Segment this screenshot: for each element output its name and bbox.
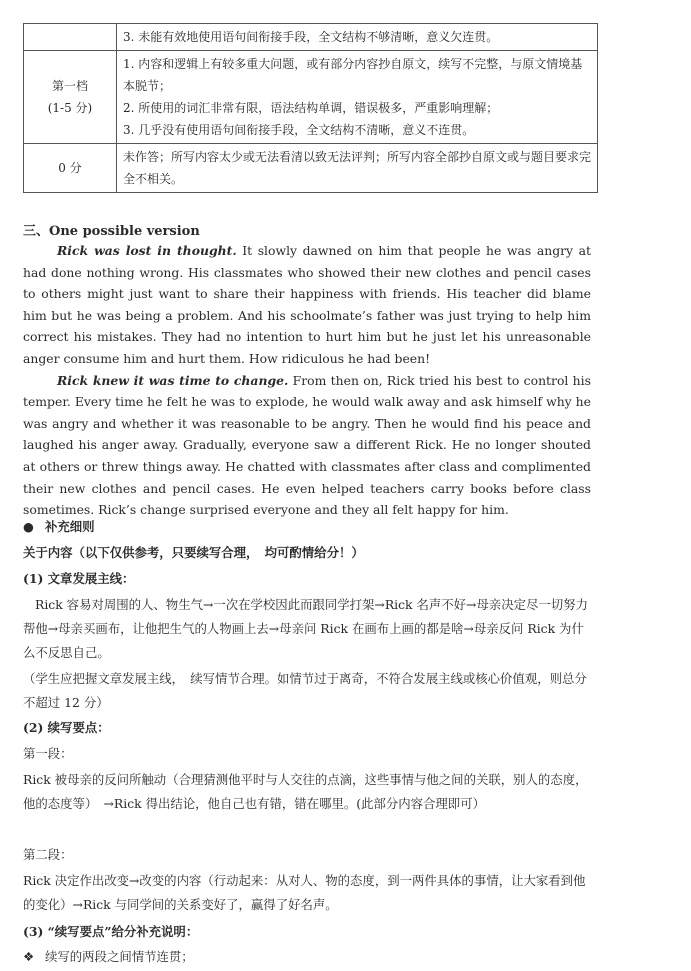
list-item — [23, 945, 595, 969]
paragraph-requirement: Rick 决定作出改变→改变的内容（行动起来：从对人、物的态度，到一两件具体的事情，让大家看到他的变化）→Rick 与同学间的关系变好了，赢得了好名声。 — [23, 873, 586, 912]
table-row — [24, 144, 598, 193]
paragraph-text: It slowly dawned on him that people he was angry at had done nothing wrong. His classmates who showed their new clothes and pencil cases to others might just want to share their happiness with friends. His teacher did blame him but he was being a problem. And his schoolmate’s father was just trying to help him correct his mistakes. They had no intention to hurt him but he just let his unreasonable anger consume him and hurt them. How ridiculous he had been! — [23, 243, 591, 366]
paragraph-requirement: Rick 被母亲的反问所触动（合理猜测他平时与人交往的点滴，这些事情与他之间的关联，别人的态度，他的态度等） →Rick 得出结论，他自己也有错，错在哪里。(此部分内容合理即可） — [23, 772, 588, 811]
subsection-title: (2) 续写要点： — [23, 720, 110, 735]
essay-paragraph — [23, 240, 591, 370]
grade-cell-empty — [24, 24, 117, 51]
paragraph-text: From then on, Rick tried his best to control his temper. Every time he felt he was to explode, he would walk away and ask himself why he was angry and whether it was reasonable to be angry. Then he would find his peace and laughed his anger away. Gradually, everyone saw a different Rick. He no longer shouted at others or threw things away. He chatted with classmates after class and complimented their new clothes and pencil cases. He even helped teachers carry books before class sometimes. Rick’s change surprised everyone and they all felt happy for him. — [23, 372, 591, 518]
essay-paragraph — [23, 370, 591, 521]
heading-text: 补充细则 — [45, 519, 95, 534]
rubric-desc — [117, 51, 598, 144]
grade-label: 第一档 — [51, 79, 88, 93]
bullet-icon: ● — [23, 519, 34, 534]
grade-cell: 0 分 — [24, 144, 117, 193]
section-title: 三、One possible version — [23, 224, 200, 239]
rubric-item: 1. 内容和逻辑上有较多重大问题，或有部分内容抄自原文，续写不完整，与原文情境基本脱节； — [123, 57, 583, 93]
grade-range: (1-5 分) — [47, 101, 93, 115]
mainline-note: （学生应把握文章发展主线， 续写情节合理。如情节过于离奇，不符合发展主线或核心价值观，则总分不超过 12 分） — [23, 671, 587, 710]
paragraph-label: 第二段： — [23, 847, 73, 862]
scoring-rubric-table — [23, 23, 598, 193]
table-row — [24, 24, 598, 51]
rubric-desc: 未作答；所写内容太少或无法看清以致无法评判；所写内容全部抄自原文或与题目要求完全不相关。 — [117, 144, 598, 193]
list-item-text: 续写的两段之间情节连贯； — [45, 949, 194, 964]
rubric-item: 3. 几乎没有使用语句间衔接手段，全文结构不清晰，意义不连贯。 — [123, 123, 475, 137]
diamond-icon: ❖ — [23, 949, 35, 964]
subsection-title: (3) “续写要点”给分补充说明： — [23, 924, 199, 939]
subsection-title: (1) 文章发展主线： — [23, 571, 135, 586]
rubric-item: 2. 所使用的词汇非常有限，语法结构单调，错误极多，严重影响理解； — [123, 101, 499, 115]
mainline-text: Rick 容易对周围的人、物生气→一次在学校因此而跟同学打架→Rick 名声不好→母亲决定尽一切努力帮他→母亲买画布，让他把生气的人物画上去→母亲问 Rick 在画布上画的都是啥→母亲反问 Rick 为什么不反思自己。 — [23, 597, 588, 660]
paragraph-lead: Rick was lost in thought. — [57, 243, 237, 258]
rubric-desc: 3. 未能有效地使用语句间衔接手段，全文结构不够清晰，意义欠连贯。 — [117, 24, 598, 51]
sample-essay — [23, 240, 591, 521]
notes-heading — [23, 515, 595, 539]
paragraph-lead: Rick knew it was time to change. — [57, 372, 289, 388]
grade-cell — [24, 51, 117, 144]
paragraph-label: 第一段： — [23, 746, 73, 761]
table-row — [24, 51, 598, 144]
content-title: 关于内容（以下仅供参考，只要续写合理， 均可酌情给分！） — [23, 545, 364, 560]
